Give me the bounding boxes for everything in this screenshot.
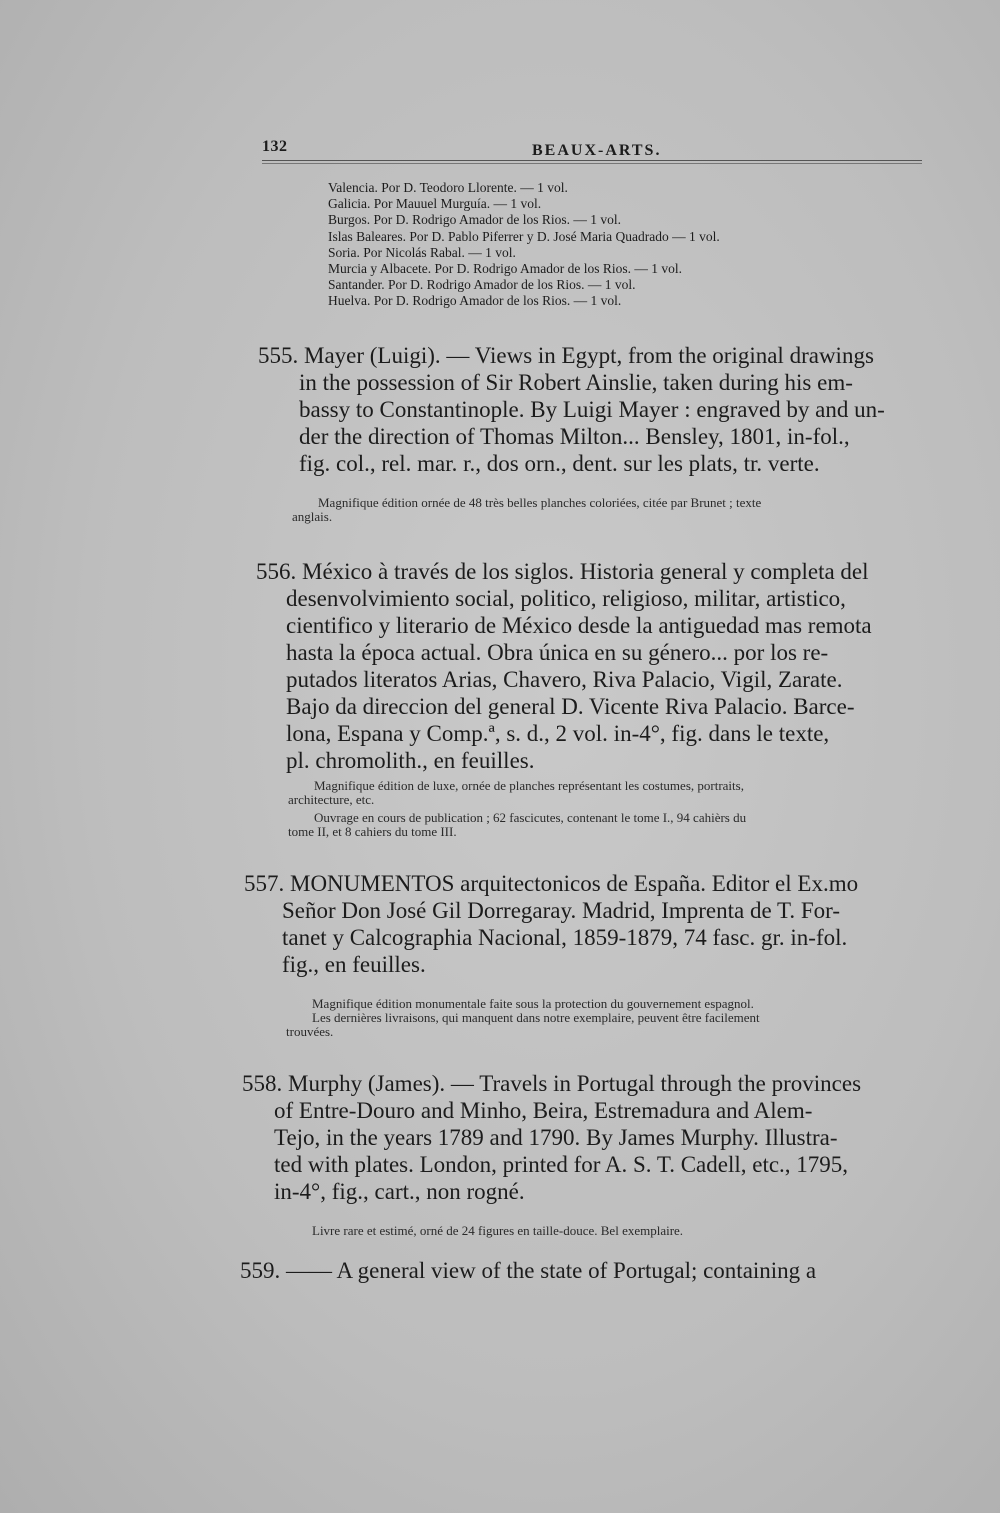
entry-line: putados literatos Arias, Chavero, Riva Palacio, Vigil, Zarate. bbox=[286, 667, 843, 692]
entry-558 bbox=[242, 1070, 861, 1205]
entry-line: pl. chromolith., en feuilles. bbox=[286, 748, 535, 773]
entry-line: bassy to Constantinople. By Luigi Mayer : engraved by and un- bbox=[299, 397, 885, 422]
entry-line: Tejo, in the years 1789 and 1790. By James Murphy. Illustra- bbox=[274, 1125, 838, 1150]
entry-559 bbox=[240, 1257, 816, 1284]
entry-line: cientifico y literario de México desde la antiguedad mas remota bbox=[286, 613, 872, 638]
entry-556-note bbox=[288, 779, 746, 839]
volume-list-item: Santander. Por D. Rodrigo Amador de los Rios. — 1 vol. bbox=[328, 277, 636, 293]
note-line: anglais. bbox=[292, 509, 333, 524]
entry-line: fig. col., rel. mar. r., dos orn., dent. sur les plats, tr. verte. bbox=[299, 451, 820, 476]
running-header bbox=[262, 138, 922, 164]
volume-list-item: Islas Baleares. Por D. Pablo Piferrer y D. José Maria Quadrado — 1 vol. bbox=[328, 228, 720, 244]
note-line: Magnifique édition monumentale faite sous la protection du gouvernement espagnol. bbox=[312, 996, 754, 1011]
note-line: Magnifique édition ornée de 48 très belles planches coloriées, citée par Brunet ; texte bbox=[318, 495, 762, 510]
volume-list-item: Huelva. Por D. Rodrigo Amador de los Rios. — 1 vol. bbox=[328, 293, 622, 309]
note-line: Livre rare et estimé, orné de 24 figures en taille-douce. Bel exemplaire. bbox=[312, 1223, 684, 1238]
entry-line: lona, Espana y Comp.ª, s. d., 2 vol. in-4°, fig. dans le texte, bbox=[286, 721, 830, 746]
entry-line: Murphy (James). — Travels in Portugal through the provinces bbox=[288, 1071, 862, 1096]
entry-number: 558. bbox=[242, 1071, 283, 1096]
volume-list-item: Galicia. Por Mauuel Murguía. — 1 vol. bbox=[328, 196, 542, 212]
entry-557-note bbox=[286, 997, 760, 1039]
entry-558-note bbox=[312, 1224, 683, 1238]
entry-line: tanet y Calcographia Nacional, 1859-1879, 74 fasc. gr. in-fol. bbox=[282, 925, 848, 950]
entry-line: México à través de los siglos. Historia general y completa del bbox=[302, 559, 869, 584]
volume-list-item: Valencia. Por D. Teodoro Llorente. — 1 vol. bbox=[328, 180, 568, 195]
header-rule-secondary bbox=[262, 163, 922, 164]
entry-line: Mayer (Luigi). — Views in Egypt, from the original drawings bbox=[304, 343, 874, 368]
entry-557 bbox=[244, 870, 858, 978]
entry-line: of Entre-Douro and Minho, Beira, Estremadura and Alem- bbox=[274, 1098, 813, 1123]
volume-list bbox=[328, 180, 720, 310]
volume-list-item: Soria. Por Nicolás Rabal. — 1 vol. bbox=[328, 244, 516, 260]
entry-line: in-4°, fig., cart., non rogné. bbox=[274, 1179, 525, 1204]
note-line: architecture, etc. bbox=[288, 792, 375, 807]
entry-556 bbox=[256, 558, 872, 774]
entry-number: 559. bbox=[240, 1258, 281, 1283]
entry-line: ted with plates. London, printed for A. S. T. Cadell, etc., 1795, bbox=[274, 1152, 849, 1177]
entry-number: 557. bbox=[244, 871, 285, 896]
note-line: Ouvrage en cours de publication ; 62 fascicutes, contenant le tome I., 94 cahièrs du bbox=[314, 810, 747, 825]
entry-line: Señor Don José Gil Dorregaray. Madrid, Imprenta de T. For- bbox=[282, 898, 840, 923]
volume-list-item: Burgos. Por D. Rodrigo Amador de los Rios. — 1 vol. bbox=[328, 212, 622, 228]
entry-line: in the possession of Sir Robert Ainslie, taken during his em- bbox=[299, 370, 853, 395]
header-rule bbox=[262, 160, 922, 161]
note-line: Magnifique édition de luxe, ornée de planches représentant les costumes, portraits, bbox=[314, 778, 744, 793]
entry-line: —— A general view of the state of Portugal; containing a bbox=[286, 1258, 817, 1283]
section-title: BEAUX-ARTS. bbox=[532, 142, 662, 159]
entry-number: 556. bbox=[256, 559, 297, 584]
volume-list-item: Murcia y Albacete. Por D. Rodrigo Amador de los Rios. — 1 vol. bbox=[328, 261, 682, 277]
entry-line: der the direction of Thomas Milton... Bensley, 1801, in-fol., bbox=[299, 424, 850, 449]
entry-555-note bbox=[292, 496, 761, 524]
entry-number: 555. bbox=[258, 343, 299, 368]
note-line: Les dernières livraisons, qui manquent dans notre exemplaire, peuvent être facilement bbox=[312, 1010, 760, 1025]
entry-line: Bajo da direccion del general D. Vicente Riva Palacio. Barce- bbox=[286, 694, 855, 719]
entry-555 bbox=[258, 342, 885, 477]
note-line: trouvées. bbox=[286, 1024, 334, 1039]
note-line: tome II, et 8 cahiers du tome III. bbox=[288, 824, 457, 839]
entry-line: fig., en feuilles. bbox=[282, 952, 426, 977]
page-number: 132 bbox=[262, 138, 288, 155]
entry-line: hasta la época actual. Obra única en su género... por los re- bbox=[286, 640, 829, 665]
entry-line: desenvolvimiento social, politico, religioso, militar, artistico, bbox=[286, 586, 846, 611]
entry-line: MONUMENTOS arquitectonicos de España. Editor el Ex.mo bbox=[290, 871, 859, 896]
